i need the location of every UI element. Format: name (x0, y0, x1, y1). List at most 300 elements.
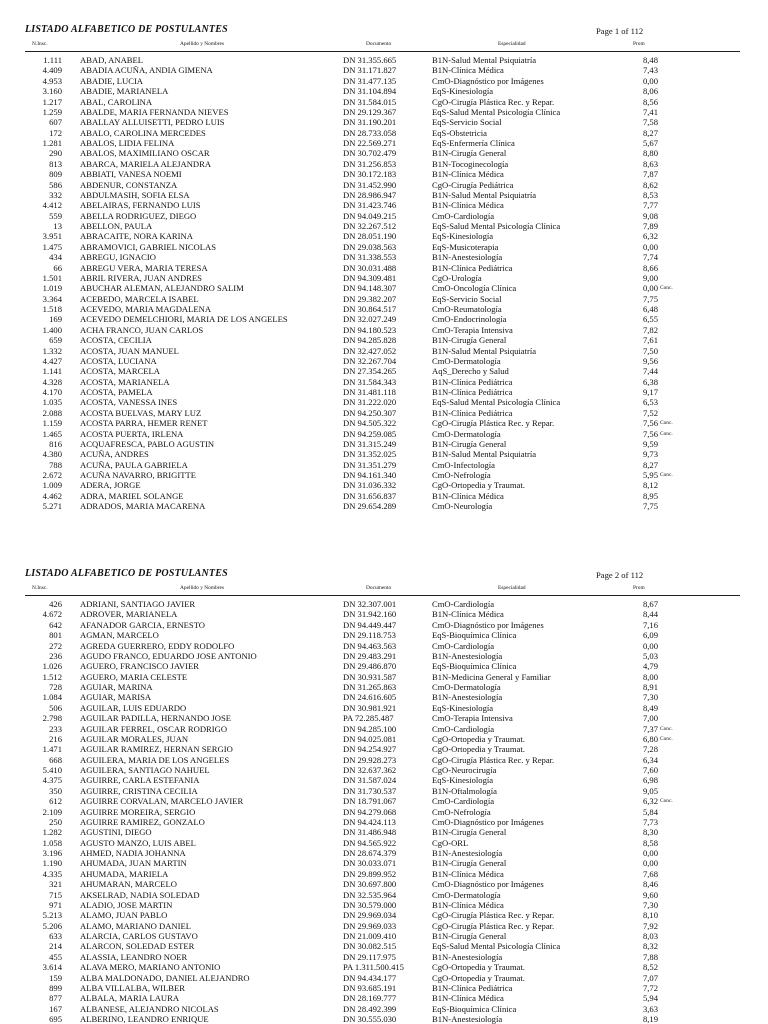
specialty: B1N-Cirugía General (432, 148, 507, 159)
specialty: CmO-Dermatología (432, 428, 501, 439)
inscription-number: 290 (49, 148, 62, 159)
specialty: B1N-Cirugía General (432, 858, 507, 869)
table-row (0, 346, 768, 356)
applicant-name: AGUIRRE, CRISTINA CECILIA (80, 785, 198, 796)
table-row (0, 734, 768, 744)
table-row (0, 283, 768, 293)
table-row (0, 449, 768, 459)
applicant-name: ACOSTA, PAMELA (80, 387, 153, 397)
document-number: DN 30.697.800 (343, 879, 397, 890)
inscription-number: 1.035 (42, 397, 62, 408)
specialty: CgO-Cirugía Plástica Rec. y Repar. (432, 910, 555, 921)
average-score: 6,98 (642, 775, 658, 786)
specialty: CgO-Cirugía Plástica Rec. y Repar. (432, 418, 555, 429)
inscription-number: 4.462 (42, 490, 62, 501)
applicant-name: ACOSTA PARRA, HEMER RENET (80, 418, 208, 429)
average-score: 7,61 (642, 335, 658, 346)
average-score: 8,10 (642, 910, 658, 921)
applicant-name: AFANADOR GARCIA, ERNESTO (80, 619, 206, 630)
applicant-name: AGUILERA, SANTIAGO NAHUEL (80, 765, 210, 775)
condition-note: Conc. (660, 798, 673, 805)
table-row (0, 242, 768, 252)
table-row (0, 827, 768, 837)
document-number: DN 28.733.058 (343, 127, 397, 138)
table-row (0, 786, 768, 796)
document-number: DN 31.477.135 (343, 75, 397, 86)
table-row (0, 921, 768, 931)
average-score: 7,74 (642, 252, 658, 263)
table-row (0, 692, 768, 702)
document-number: DN 28.051.190 (343, 231, 397, 242)
document-number: DN 29.654.289 (343, 501, 397, 512)
table-row (0, 765, 768, 775)
document-number: DN 30.864.517 (343, 304, 397, 314)
document-number: DN 94.285.828 (343, 335, 397, 346)
table-row (0, 744, 768, 754)
applicant-name: ACEVEDO, MARIA MAGDALENA (80, 304, 212, 314)
specialty: B1N-Salud Mental Psiquiatría (432, 189, 537, 200)
table-row (0, 107, 768, 117)
specialty: B1N-Clínica Pediátrica (432, 376, 513, 387)
specialty: EqS-Salud Mental Psicología Clínica (432, 941, 561, 952)
column-header-prom: Prom (633, 41, 645, 47)
table-row (0, 294, 768, 304)
document-number: DN 29.118.753 (343, 630, 396, 641)
inscription-number: 3.614 (42, 962, 62, 973)
table-row (0, 651, 768, 661)
table-row (0, 838, 768, 848)
applicant-name: ACOSTA, MARCELA (80, 366, 161, 377)
document-number: DN 32.307.001 (343, 599, 397, 609)
inscription-number: 1.465 (42, 428, 62, 439)
applicant-name: AGUIAR, MARINA (80, 682, 153, 692)
specialty: AqS_Derecho y Salud (432, 366, 509, 377)
applicant-name: AHUMADA, MARIELA (80, 868, 169, 879)
average-score: 8,12 (642, 480, 658, 491)
inscription-number: 426 (49, 599, 62, 609)
average-score: 6,38 (642, 376, 658, 387)
inscription-number: 1.332 (42, 345, 62, 356)
column-header-num: N.Insc. (32, 585, 48, 591)
inscription-number: 668 (49, 754, 62, 765)
applicant-name: AGUILERA, MARIA DE LOS ANGELES (80, 754, 230, 765)
table-row (0, 641, 768, 651)
applicant-name: ABREGU VERA, MARIA TERESA (80, 262, 208, 273)
applicant-name: AGMAN, MARCELO (80, 630, 159, 641)
inscription-number: 642 (49, 619, 62, 630)
average-score: 7,56 (642, 428, 658, 439)
page-number: Page 1 of 112 (596, 26, 644, 36)
average-score: 7,28 (642, 744, 658, 755)
inscription-number: 877 (49, 993, 62, 1004)
document-number: DN 29.899.952 (343, 868, 397, 879)
specialty: EqS-Kinesiología (432, 702, 494, 713)
document-number: DN 94.505.322 (343, 418, 397, 429)
specialty: B1N-Clínica Médica (432, 868, 504, 879)
inscription-number: 321 (49, 879, 62, 890)
inscription-number: 1.512 (42, 671, 62, 682)
inscription-number: 5.206 (42, 920, 62, 931)
document-number: DN 31.036.332 (343, 480, 397, 491)
average-score: 9,59 (642, 438, 658, 449)
specialty: EqS-Servicio Social (432, 293, 502, 304)
specialty: CmO-Nefrología (432, 470, 491, 480)
table-row (0, 397, 768, 407)
specialty: B1N-Clínica Médica (432, 65, 504, 76)
inscription-number: 1.281 (42, 138, 62, 148)
inscription-number: 559 (49, 210, 62, 221)
document-number: DN 28.986.947 (343, 189, 397, 200)
document-number: DN 31.190.201 (343, 117, 397, 128)
document-number: DN 21.009.410 (343, 931, 397, 941)
average-score: 6,32 (642, 796, 658, 807)
table-row (0, 620, 768, 630)
specialty: EqS-Kinesiología (432, 86, 494, 97)
document-number: DN 94.434.177 (343, 972, 397, 983)
document-number: DN 32.535.964 (343, 889, 397, 900)
applicant-name: ABADIE, LUCIA (80, 75, 144, 86)
document-number: DN 94.025.081 (343, 733, 397, 744)
average-score: 7,75 (642, 501, 658, 512)
average-score: 7,77 (642, 200, 658, 211)
inscription-number: 233 (49, 723, 62, 734)
inscription-number: 801 (49, 630, 62, 641)
specialty: EqS-Musicoterapia (432, 241, 499, 252)
specialty: CgO-Ortopedia y Traumat. (432, 962, 525, 973)
specialty: CmO-Diagnóstico por Imágenes (432, 75, 544, 86)
applicant-name: ALBA MALDONADO, DANIEL ALEJANDRO (80, 972, 250, 983)
average-score: 8,63 (642, 158, 658, 169)
specialty: EqS-Salud Mental Psicología Clínica (432, 397, 561, 408)
column-header-num: N.Insc. (32, 41, 48, 47)
inscription-number: 2.088 (42, 407, 62, 418)
table-row (0, 221, 768, 231)
inscription-number: 214 (49, 941, 62, 952)
inscription-number: 4.409 (42, 65, 62, 76)
average-score: 7,58 (642, 117, 658, 128)
applicant-name: ADRADOS, MARIA MACARENA (80, 501, 206, 512)
applicant-name: ALAVA MERO, MARIANO ANTONIO (80, 962, 221, 973)
inscription-number: 633 (49, 931, 62, 941)
average-score: 7,60 (642, 765, 658, 775)
average-score: 0,00 (642, 241, 658, 252)
applicant-name: ABARCA, MARIELA ALEJANDRA (80, 158, 212, 169)
inscription-number: 4.170 (42, 387, 62, 397)
inscription-number: 332 (49, 189, 62, 200)
document-number: DN 32.267.704 (343, 355, 397, 366)
average-score: 8,53 (642, 189, 658, 200)
document-number: DN 31.584.343 (343, 376, 397, 387)
document-number: DN 32.267.512 (343, 221, 397, 231)
document-number: PA 1.311.500.415 (343, 962, 404, 973)
average-score: 9,05 (642, 785, 658, 796)
inscription-number: 612 (49, 796, 62, 807)
table-row (0, 138, 768, 148)
applicant-name: ACOSTA, VANESSA INES (80, 397, 178, 408)
document-number: DN 30.981.921 (343, 702, 397, 713)
applicant-name: ABREGU, IGNACIO (80, 252, 156, 263)
column-header-doc: Documento (366, 41, 392, 47)
inscription-number: 1.058 (42, 837, 62, 848)
inscription-number: 4.375 (42, 775, 62, 786)
applicant-name: ABALOS, MAXIMILIANO OSCAR (80, 148, 210, 159)
applicant-name: ABADIA ACUÑA, ANDIA GIMENA (80, 65, 213, 76)
specialty: CmO-Oncología Clínica (432, 283, 517, 294)
inscription-number: 1.159 (42, 418, 62, 429)
average-score: 5,84 (642, 806, 658, 817)
table-row (0, 439, 768, 449)
inscription-number: 607 (49, 117, 62, 128)
applicant-name: AGUERO, MARIA CELESTE (80, 671, 188, 682)
applicant-name: ACOSTA, CECILIA (80, 335, 152, 346)
document-number: DN 94.279.068 (343, 806, 397, 817)
document-number: DN 22.569.271 (343, 138, 397, 148)
document-number: DN 94.250.307 (343, 407, 397, 418)
table-row (0, 76, 768, 86)
specialty: EqS-Obstetricia (432, 127, 487, 138)
column-header-esp: Especialidad (498, 585, 526, 591)
document-number: DN 31.265.863 (343, 682, 397, 692)
table-row (0, 910, 768, 920)
document-number: DN 31.315.249 (343, 438, 397, 449)
table-row (0, 682, 768, 692)
applicant-name: ACOSTA BUELVAS, MARY LUZ (80, 407, 202, 418)
inscription-number: 1.475 (42, 241, 62, 252)
inscription-number: 816 (49, 438, 62, 449)
inscription-number: 899 (49, 982, 62, 993)
document-number: DN 30.031.488 (343, 262, 397, 273)
specialty: CmO-Diagnóstico por Imágenes (432, 816, 544, 827)
condition-note: Conc. (660, 430, 673, 437)
table-row (0, 703, 768, 713)
average-score: 9,56 (642, 355, 658, 366)
condition-note: Conc. (660, 420, 673, 427)
specialty: EqS-Servicio Social (432, 117, 502, 128)
inscription-number: 715 (49, 889, 62, 900)
table-row (0, 356, 768, 366)
specialty: EqS-Enfermería Clínica (432, 138, 515, 148)
average-score: 8,27 (642, 127, 658, 138)
applicant-name: ABRAMOVICI, GABRIEL NICOLAS (80, 241, 216, 252)
specialty: CmO-Cardiología (432, 640, 495, 651)
average-score: 5,03 (642, 650, 658, 661)
inscription-number: 1.259 (42, 106, 62, 117)
average-score: 0,00 (642, 283, 658, 294)
inscription-number: 728 (49, 682, 62, 692)
specialty: CgO-Cirugía Plástica Rec. y Repar. (432, 754, 555, 765)
specialty: B1N-Clínica Médica (432, 200, 504, 211)
specialty: B1N-Clínica Médica (432, 490, 504, 501)
table-row (0, 630, 768, 640)
table-row (0, 848, 768, 858)
specialty: CgO-Cirugía Plástica Rec. y Repar. (432, 96, 555, 107)
document-number: DN 31.730.537 (343, 785, 397, 796)
specialty: CmO-Diagnóstico por Imágenes (432, 879, 544, 890)
table-row (0, 190, 768, 200)
applicant-name: ALAMO, JUAN PABLO (80, 910, 168, 921)
table-row (0, 1014, 768, 1024)
applicant-name: ABRIL RIVERA, JUAN ANDRES (80, 272, 202, 283)
applicant-name: ABAL, CAROLINA (80, 96, 153, 107)
specialty: CgO-Cirugía Plástica Rec. y Repar. (432, 920, 555, 931)
table-row (0, 796, 768, 806)
table-row (0, 304, 768, 314)
applicant-name: ADERA, JORGE (80, 480, 141, 491)
condition-note: Conc. (660, 285, 673, 292)
document-number: DN 31.423.746 (343, 200, 397, 211)
page-title: LISTADO ALFABETICO DE POSTULANTES (25, 568, 228, 579)
applicant-name: ACOSTA PUERTA, IRLENA (80, 428, 184, 439)
applicant-name: ACHA FRANCO, JUAN CARLOS (80, 324, 204, 335)
average-score: 7,75 (642, 293, 658, 304)
inscription-number: 3.196 (42, 848, 62, 858)
specialty: EqS-Bioquímica Clínica (432, 661, 517, 672)
document-number: DN 30.702.479 (343, 148, 397, 159)
table-row (0, 952, 768, 962)
specialty: CgO-Neurocirugía (432, 765, 497, 775)
inscription-number: 506 (49, 702, 62, 713)
inscription-number: 167 (49, 1003, 62, 1014)
specialty: B1N-Clínica Médica (432, 609, 504, 620)
applicant-name: ACOSTA, JUAN MANUEL (80, 345, 179, 356)
specialty: CmO-Reumatología (432, 304, 502, 314)
average-score: 8,30 (642, 827, 658, 838)
table-row (0, 273, 768, 283)
document-number: DN 29.928.273 (343, 754, 397, 765)
inscription-number: 434 (49, 252, 62, 263)
average-score: 9,17 (642, 387, 658, 397)
inscription-number: 272 (49, 640, 62, 651)
document-number: DN 30.555.030 (343, 1014, 397, 1024)
table-row (0, 97, 768, 107)
inscription-number: 4.953 (42, 75, 62, 86)
inscription-number: 1.026 (42, 661, 62, 672)
average-score: 7,68 (642, 868, 658, 879)
document-number: DN 30.033.071 (343, 858, 397, 869)
applicant-name: AGUILAR, LUIS EDUARDO (80, 702, 187, 713)
document-number: DN 31.256.853 (343, 158, 397, 169)
table-row (0, 983, 768, 993)
specialty: EqS-Bioquímica Clínica (432, 1003, 517, 1014)
inscription-number: 4.380 (42, 449, 62, 460)
column-header-doc: Documento (366, 585, 392, 591)
applicant-name: ABALDE, MARIA FERNANDA NIEVES (80, 106, 229, 117)
document-number: DN 32.637.362 (343, 765, 397, 775)
table-row (0, 973, 768, 983)
specialty: EqS-Salud Mental Psicología Clínica (432, 221, 561, 231)
table-row (0, 169, 768, 179)
table-row (0, 117, 768, 127)
inscription-number: 13 (53, 221, 62, 231)
inscription-number: 350 (49, 785, 62, 796)
table-row (0, 599, 768, 609)
specialty: CmO-Cardiología (432, 796, 495, 807)
specialty: B1N-Anestesiología (432, 252, 503, 263)
applicant-name: ALARCIA, CARLOS GUSTAVO (80, 931, 198, 941)
document-number: DN 29.969.034 (343, 910, 397, 921)
specialty: CmO-Diagnóstico por Imágenes (432, 619, 544, 630)
average-score: 7,92 (642, 920, 658, 931)
page-title: LISTADO ALFABETICO DE POSTULANTES (25, 24, 228, 35)
specialty: CmO-Neurología (432, 501, 493, 512)
specialty: CmO-Infectología (432, 459, 496, 470)
table-row (0, 724, 768, 734)
document-number: DN 28.492.399 (343, 1003, 397, 1014)
document-number: DN 94.424.113 (343, 816, 396, 827)
average-score: 5,95 (642, 470, 658, 480)
applicant-name: ADRIANI, SANTIAGO JAVIER (80, 599, 196, 609)
applicant-name: AGUDO FRANCO, EDUARDO JOSE ANTONIO (80, 650, 257, 661)
average-score: 7,00 (642, 713, 658, 724)
inscription-number: 788 (49, 459, 62, 470)
inscription-number: 5.410 (42, 765, 62, 775)
document-number: DN 18.791.067 (343, 796, 397, 807)
table-row (0, 1004, 768, 1014)
applicant-name: ALADIO, JOSE MARTIN (80, 899, 173, 910)
table-row (0, 429, 768, 439)
average-score: 6,34 (642, 754, 658, 765)
applicant-name: AGUILAR RAMIREZ, HERNAN SERGIO (80, 744, 233, 755)
header-rule (25, 595, 740, 596)
inscription-number: 2.798 (42, 713, 62, 724)
table-row (0, 755, 768, 765)
average-score: 6,55 (642, 314, 658, 325)
average-score: 7,82 (642, 324, 658, 335)
table-row (0, 879, 768, 889)
table-row (0, 900, 768, 910)
average-score: 8,62 (642, 179, 658, 190)
table-row (0, 817, 768, 827)
specialty: CgO-Ortopedia y Traumat. (432, 744, 525, 755)
table-row (0, 148, 768, 158)
inscription-number: 4.427 (42, 355, 62, 366)
applicant-name: ACQUAFRESCA, PABLO AGUSTIN (80, 438, 215, 449)
average-score: 7,56 (642, 418, 658, 429)
applicant-name: ACOSTA, LUCIANA (80, 355, 157, 366)
inscription-number: 1.501 (42, 272, 62, 283)
document-number: DN 31.104.894 (343, 86, 397, 97)
document-number: DN 94.180.523 (343, 324, 397, 335)
applicant-name: ABRACAITE, NORA KARINA (80, 231, 193, 242)
average-score: 9,73 (642, 449, 658, 460)
document-number: DN 31.481.118 (343, 387, 396, 397)
applicant-name: ACUÑA, ANDRES (80, 449, 149, 460)
table-row (0, 807, 768, 817)
specialty: CgO-Urología (432, 272, 482, 283)
specialty: B1N-Clínica Pediátrica (432, 982, 513, 993)
inscription-number: 1.084 (42, 692, 62, 703)
table-row (0, 252, 768, 262)
specialty: CgO-Cirugía Pediátrica (432, 179, 514, 190)
average-score: 7,07 (642, 972, 658, 983)
inscription-number: 1.141 (42, 366, 62, 377)
document-number: DN 32.427.052 (343, 345, 397, 356)
specialty: CmO-Dermatología (432, 682, 501, 692)
inscription-number: 1.217 (42, 96, 62, 107)
average-score: 6,80 (642, 733, 658, 744)
column-header-esp: Especialidad (498, 41, 526, 47)
applicant-name: AGUIRRE RAMIREZ, GONZALO (80, 816, 205, 827)
applicant-name: AGUIRRE CORVALAN, MARCELO JAVIER (80, 796, 244, 807)
table-row (0, 263, 768, 273)
document-number: DN 29.038.563 (343, 241, 397, 252)
inscription-number: 971 (49, 899, 62, 910)
specialty: B1N-Clínica Médica (432, 169, 504, 180)
inscription-number: 4.335 (42, 868, 62, 879)
average-score: 8,06 (642, 86, 658, 97)
table-row (0, 501, 768, 511)
document-number: DN 31.355.665 (343, 55, 397, 65)
